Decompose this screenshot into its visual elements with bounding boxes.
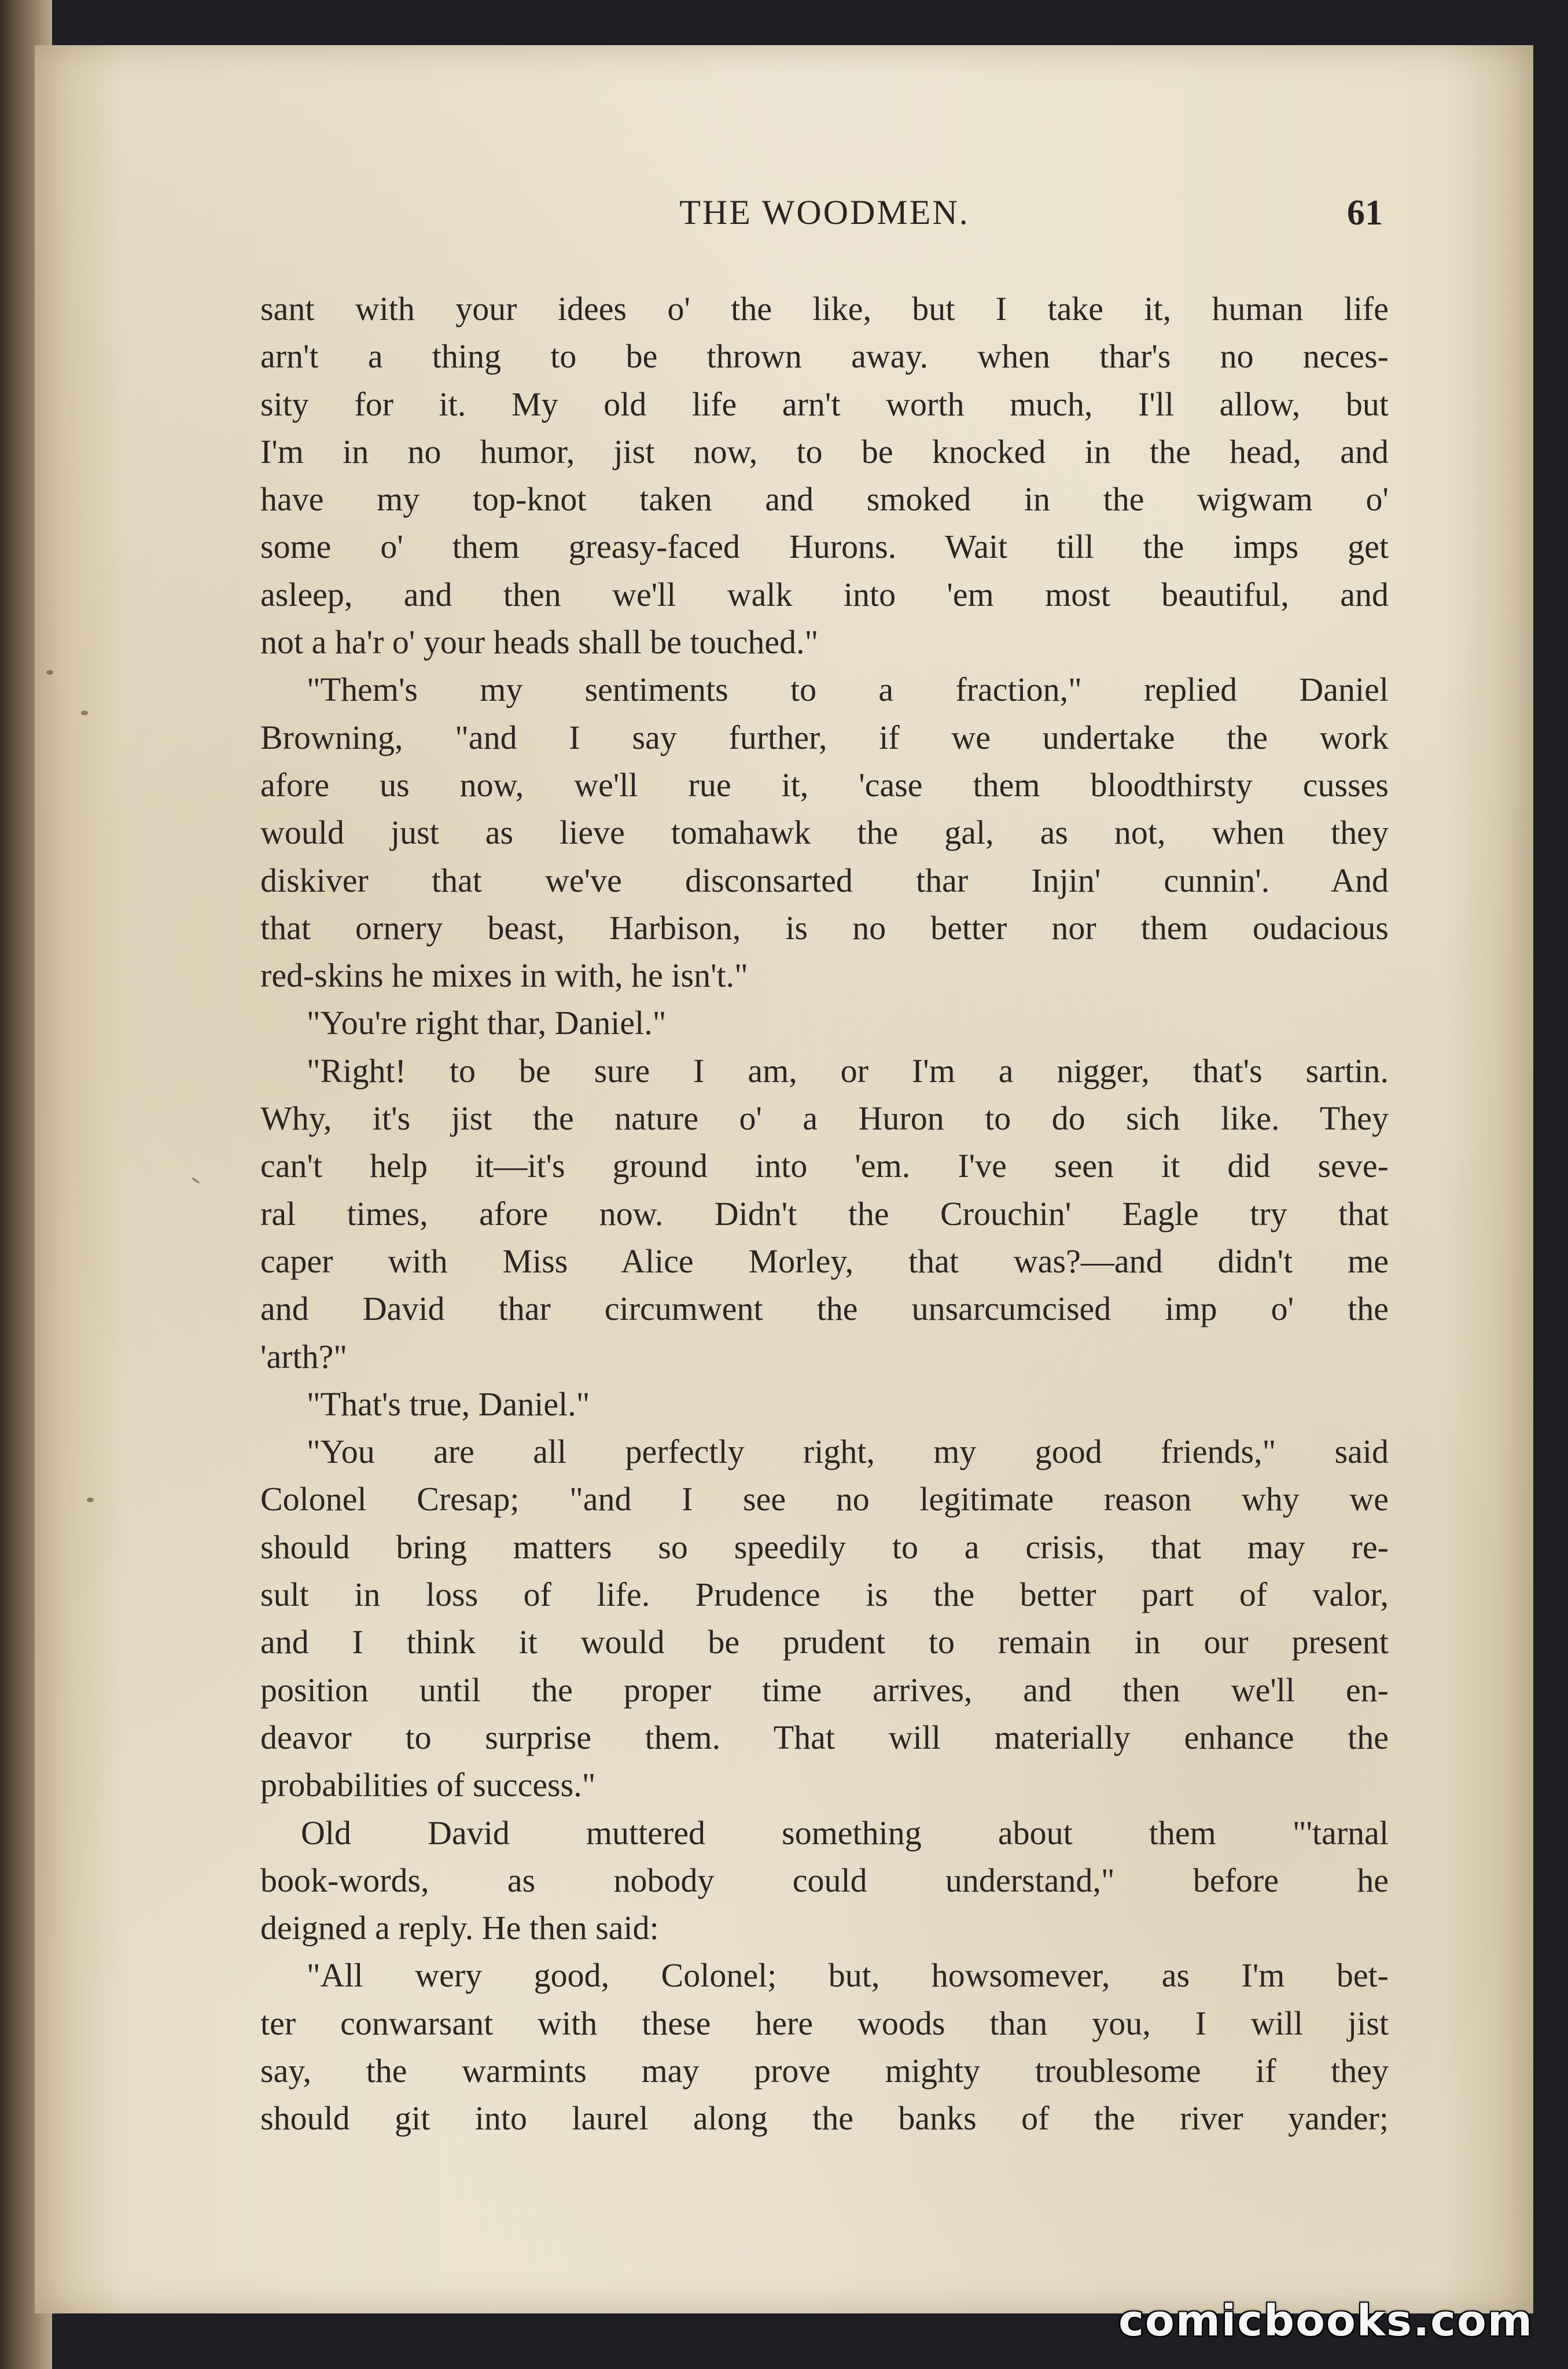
text-line: book-words, as nobody could understand," before he: [260, 1861, 1389, 1899]
text-line: caper with Miss Alice Morley, that was?—and didn't me: [260, 1242, 1389, 1280]
page-number: 61: [1347, 193, 1383, 233]
text-line: probabilities of success.": [260, 1766, 596, 1804]
text-line: ter conwarsant with these here woods than you, I will jist: [260, 2004, 1389, 2042]
text-line: deavor to surprise them. That will materially enhance the: [260, 1718, 1389, 1756]
watermark-logo: comicbooks.com: [1118, 2296, 1533, 2346]
text-line: Why, it's jist the nature o' a Huron to do sich like. They: [260, 1099, 1389, 1138]
text-line: afore us now, we'll rue it, 'case them bloodthirsty cusses: [260, 766, 1389, 804]
text-line: not a ha'r o' your heads shall be touched.": [260, 623, 819, 661]
text-line: "All wery good, Colonel; but, howsomever, as I'm bet-: [307, 1956, 1389, 1995]
text-line: should git into laurel along the banks of the river yander;: [260, 2099, 1389, 2138]
text-line: Colonel Cresap; "and I see no legitimate reason why we: [260, 1480, 1389, 1518]
text-line: deigned a reply. He then said:: [260, 1909, 659, 1947]
text-line: and David thar circumwent the unsarcumcised imp o' the: [260, 1290, 1389, 1328]
text-line: "Them's my sentiments to a fraction," replied Daniel: [307, 671, 1389, 709]
text-line: that ornery beast, Harbison, is no better nor them oudacious: [260, 908, 1389, 947]
text-line: and I think it would be prudent to remain in our present: [260, 1623, 1389, 1661]
text-line: "Right! to be sure I am, or I'm a nigger, that's sartin.: [307, 1051, 1389, 1090]
text-line: asleep, and then we'll walk into 'em most beautiful, and: [260, 575, 1389, 613]
text-line: Browning, "and I say further, if we undertake the work: [260, 718, 1389, 756]
text-line: diskiver that we've disconsarted thar Injin' cunnin'. And: [260, 861, 1389, 899]
text-line: sant with your idees o' the like, but I take it, human life: [260, 290, 1389, 328]
book-page: [35, 45, 1533, 2313]
paper-speck: [191, 1177, 200, 1184]
text-line: I'm in no humor, jist now, to be knocked in the head, and: [260, 432, 1389, 470]
text-line: 'arth?": [260, 1337, 348, 1375]
text-line: sult in loss of life. Prudence is the better part of valor,: [260, 1576, 1389, 1614]
page-header: [266, 193, 1383, 245]
text-line: would just as lieve tomahawk the gal, as not, when they: [260, 814, 1389, 852]
text-line: "That's true, Daniel.": [307, 1385, 590, 1423]
text-line: position until the proper time arrives, and then we'll en-: [260, 1671, 1389, 1709]
text-line: have my top-knot taken and smoked in the wigwam o': [260, 480, 1389, 518]
text-line: "You are all perfectly right, my good friends," said: [307, 1433, 1389, 1471]
paper-speck: [87, 1498, 94, 1502]
text-line: ral times, afore now. Didn't the Crouchin' Eagle try that: [260, 1194, 1389, 1233]
text-line: "You're right thar, Daniel.": [307, 1004, 667, 1042]
paper-speck: [46, 670, 53, 675]
running-title: THE WOODMEN.: [679, 193, 970, 231]
text-line: arn't a thing to be thrown away. when thar's no neces-: [260, 337, 1389, 376]
text-line: say, the warmints may prove mighty troublesome if they: [260, 2051, 1389, 2090]
text-line: red-skins he mixes in with, he isn't.": [260, 957, 748, 995]
paper-speck: [81, 711, 88, 715]
text-line: Old David muttered something about them "'tarnal: [301, 1813, 1389, 1852]
text-line: some o' them greasy-faced Hurons. Wait till the imps get: [260, 528, 1389, 566]
text-line: can't help it—it's ground into 'em. I've seen it did seve-: [260, 1147, 1389, 1185]
text-line: sity for it. My old life arn't worth much, I'll allow, but: [260, 385, 1389, 423]
body-text: [260, 285, 1389, 2143]
text-line: should bring matters so speedily to a crisis, that may re-: [260, 1528, 1389, 1566]
